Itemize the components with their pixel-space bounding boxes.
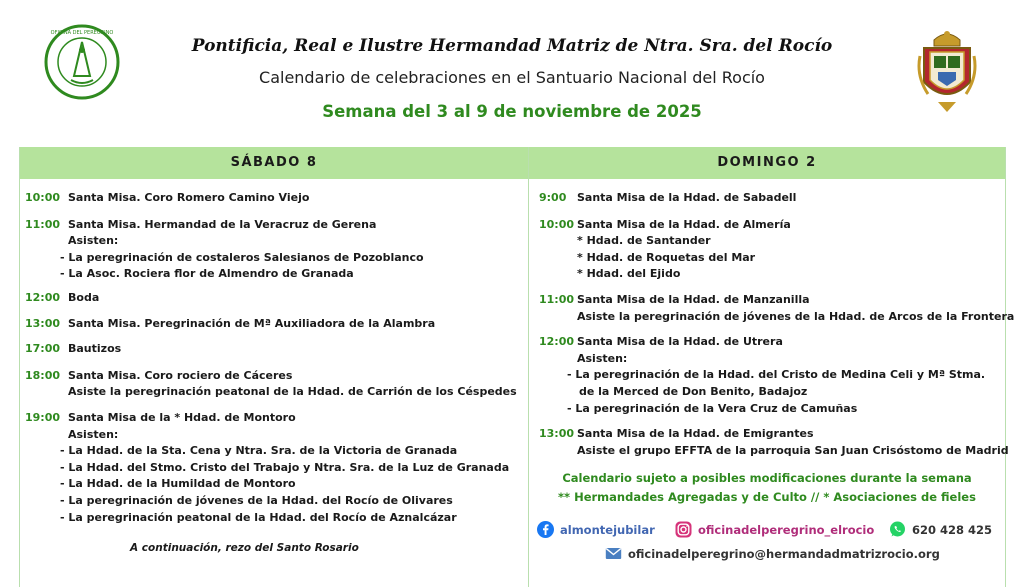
event-time: 18:00 xyxy=(25,368,61,382)
attendee-line: - La Hdad. del Stmo. Cristo del Trabajo y Ntra. Sra. de la Luz de Granada xyxy=(60,460,510,474)
schedule-notes xyxy=(529,469,1005,507)
event-time: 9:00 xyxy=(539,191,567,204)
legend-note: ** Hermandades Agregadas y de Culto // * Asociaciones de fieles xyxy=(558,490,976,504)
facebook-icon xyxy=(537,521,554,538)
event-time: 11:00 xyxy=(539,292,575,306)
saturday-event-list xyxy=(20,179,528,526)
event-time: 13:00 xyxy=(25,316,61,330)
saturday-column xyxy=(19,147,529,587)
event-title: Santa Misa de la Hdad. de Almería xyxy=(577,217,791,231)
event-time: 11:00 xyxy=(25,217,61,231)
event-time: 13:00 xyxy=(539,427,575,441)
attendee-line: - La peregrinación peatonal de la Hdad. del Rocío de Aznalcázar xyxy=(60,510,457,524)
instagram-icon xyxy=(675,521,692,538)
associated-hermandad: * Hdad. de Roquetas del Mar xyxy=(577,250,756,264)
attendee-line: - La peregrinación de jóvenes de la Hdad. del Rocío de Olivares xyxy=(60,493,453,507)
event-time: 10:00 xyxy=(539,217,575,231)
attendee-line: - La peregrinación de la Vera Cruz de Camuñas xyxy=(567,401,858,415)
event-item xyxy=(20,190,528,207)
event-title: Santa Misa. Peregrinación de Mª Auxiliadora de la Alambra xyxy=(68,316,436,330)
attendee-line: Asiste la peregrinación de jóvenes de la Hdad. de Arcos de la Frontera xyxy=(577,309,1015,323)
sunday-event-list xyxy=(529,179,1015,459)
event-title: Santa Misa de la Hdad. de Manzanilla xyxy=(577,292,810,306)
event-item xyxy=(20,341,528,358)
event-title: Santa Misa de la Hdad. de Sabadell xyxy=(577,191,797,204)
attendee-line: - La peregrinación de la Hdad. del Cristo de Medina Celi y Mª Stma. xyxy=(567,368,986,382)
facebook-handle: almontejubilar xyxy=(560,522,655,537)
event-time: 10:00 xyxy=(25,191,61,204)
attendee-line: de la Merced de Don Benito, Badajoz xyxy=(579,384,808,398)
event-item xyxy=(20,410,528,526)
email-address: oficinadelperegrino@hermandadmatrizrocio.org xyxy=(628,546,940,561)
contact-info xyxy=(529,521,1005,581)
event-item xyxy=(20,290,528,307)
day-header-sunday: DOMINGO 2 xyxy=(529,147,1005,179)
event-title: Santa Misa de la Hdad. de Emigrantes xyxy=(577,427,814,441)
modifications-note: Calendario sujeto a posibles modificaciones durante la semana xyxy=(562,471,972,485)
event-item xyxy=(529,217,1005,283)
attendee-line: - La peregrinación de costaleros Salesianos de Pozoblanco xyxy=(60,250,424,264)
whatsapp-link[interactable] xyxy=(889,521,992,538)
hermandad-crest-icon xyxy=(916,26,978,116)
week-range: Semana del 3 al 9 de noviembre de 2025 xyxy=(322,102,702,121)
page-subtitle: Calendario de celebraciones en el Santuario Nacional del Rocío xyxy=(259,68,765,87)
facebook-link[interactable] xyxy=(537,521,655,538)
event-item xyxy=(529,334,1005,417)
event-title: Bautizos xyxy=(68,342,122,356)
event-item xyxy=(529,190,1005,207)
event-title: Santa Misa. Coro rociero de Cáceres xyxy=(68,368,293,382)
event-title: Santa Misa de la Hdad. de Utrera xyxy=(577,335,783,349)
instagram-handle: oficinadelperegrino_elrocio xyxy=(698,522,875,537)
event-title: Boda xyxy=(68,290,100,304)
event-item xyxy=(529,292,1015,325)
event-title: Santa Misa. Coro Romero Camino Viejo xyxy=(68,191,310,204)
email-link[interactable] xyxy=(605,545,940,562)
attendee-line: - La Asoc. Rociera flor de Almendro de Granada xyxy=(60,267,354,281)
event-time: 12:00 xyxy=(25,290,61,304)
email-icon xyxy=(605,545,622,562)
attendees-label: Asisten: xyxy=(577,351,628,365)
event-title: Santa Misa de la * Hdad. de Montoro xyxy=(68,410,296,424)
event-item xyxy=(20,316,528,333)
event-title: Santa Misa. Hermandad de la Veracruz de Gerena xyxy=(68,217,377,231)
page-title: Pontificia, Real e Ilustre Hermandad Matriz de Ntra. Sra. del Rocío xyxy=(191,36,833,56)
day-header-saturday: SÁBADO 8 xyxy=(20,147,528,179)
header xyxy=(0,0,1024,140)
attendee-line: - La Hdad. de la Sta. Cena y Ntra. Sra. de la Victoria de Granada xyxy=(60,444,458,458)
sunday-column xyxy=(528,147,1015,587)
attendee-line: - La Hdad. de la Humildad de Montoro xyxy=(60,477,296,491)
event-item xyxy=(20,217,528,283)
event-time: 12:00 xyxy=(539,335,575,349)
rosary-note: A continuación, rezo del Santo Rosario xyxy=(130,542,359,554)
attendee-line: Asiste la peregrinación peatonal de la Hdad. de Carrión de los Céspedes xyxy=(68,385,517,399)
instagram-link[interactable] xyxy=(675,521,874,538)
svg-text:OFICINA DEL PEREGRINO: OFICINA DEL PEREGRINO xyxy=(50,30,114,36)
event-time: 19:00 xyxy=(25,410,61,424)
whatsapp-icon xyxy=(889,521,906,538)
event-item xyxy=(20,368,528,401)
attendees-label: Asisten: xyxy=(68,234,119,248)
attendees-label: Asisten: xyxy=(68,427,119,441)
associated-hermandad: * Hdad. del Ejido xyxy=(577,267,681,281)
attendee-line: Asiste el grupo EFFTA de la parroquia San Juan Crisóstomo de Madrid xyxy=(577,443,1009,457)
event-time: 17:00 xyxy=(25,342,61,356)
associated-hermandad: * Hdad. de Santander xyxy=(577,234,711,248)
event-item xyxy=(529,426,1009,459)
whatsapp-number: 620 428 425 xyxy=(912,522,993,537)
